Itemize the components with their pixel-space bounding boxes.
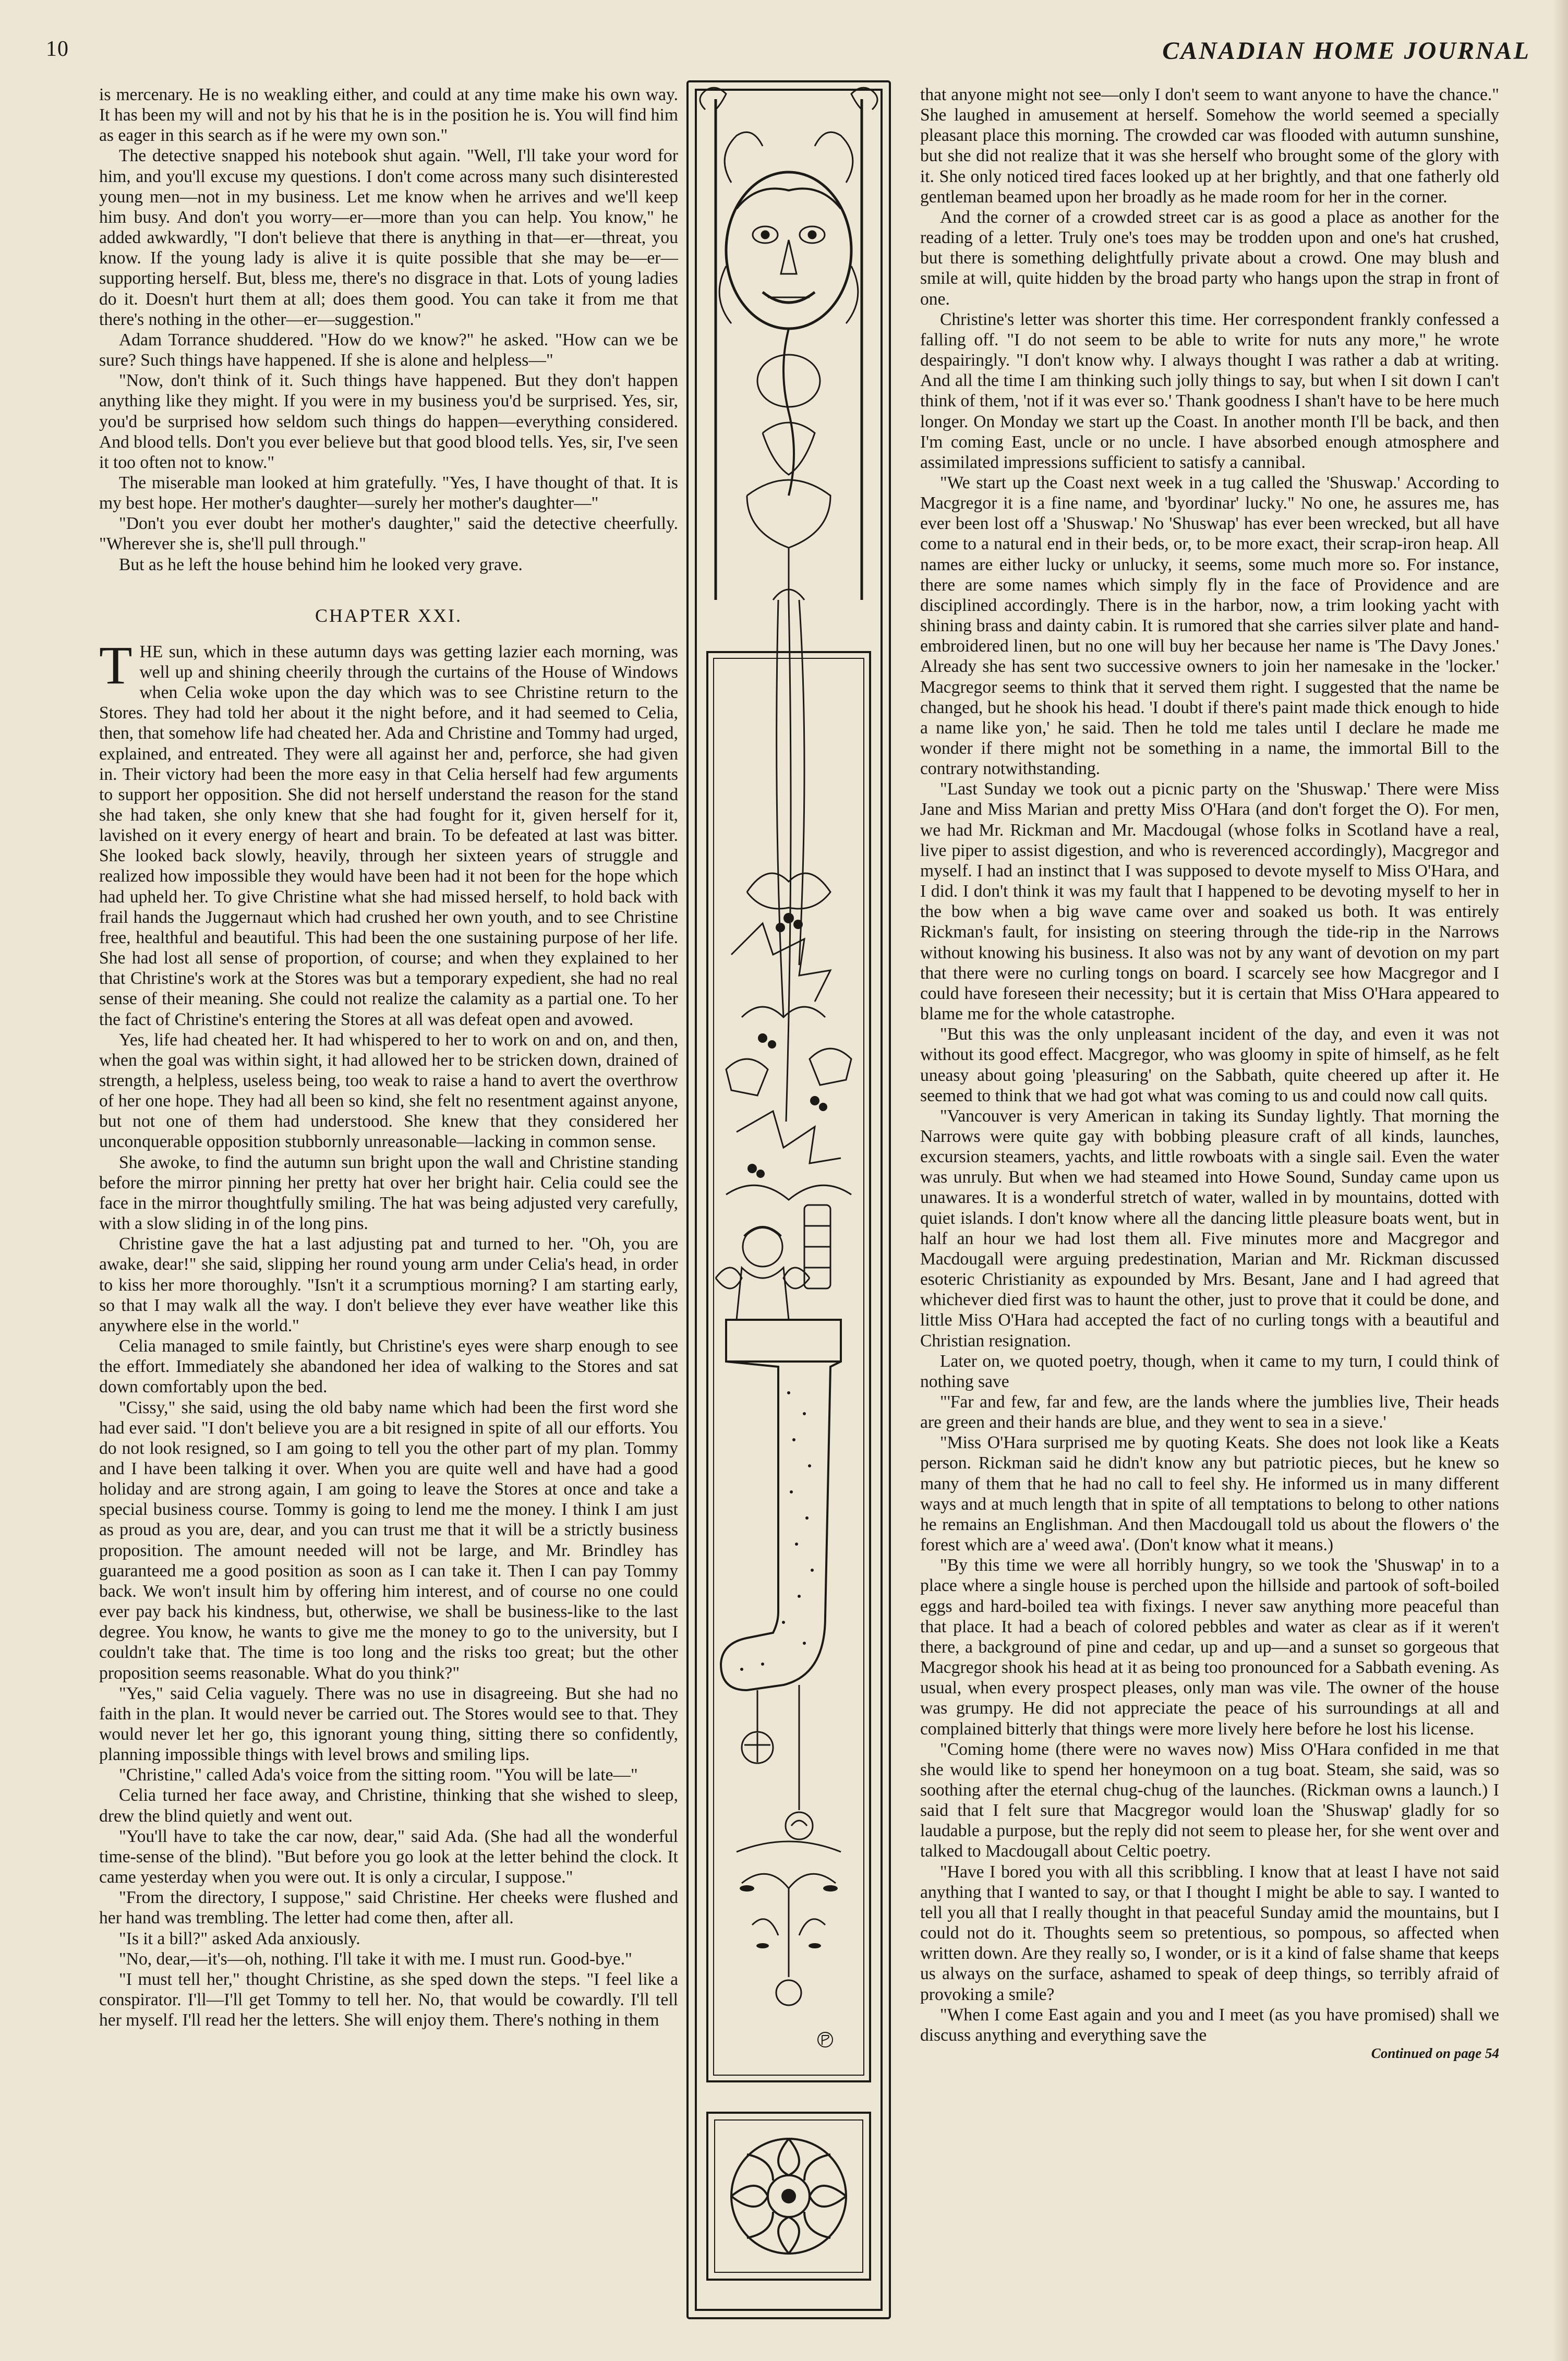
paragraph: "Coming home (there were no waves now) Miss O'Hara confided in me that she would like to spend her honeymoon on a tug boat. Steam, she said, was so soothing after the eternal chug-chug of the launches. (Rickman owns a launch.) I said that I felt sure that Macgregor would loan the 'Shuswap' gladly for so laudable a purpose, but the reply did not seem to please her, for she went over and talked to Macdougall about Celtic poetry. (920, 1739, 1499, 1861)
paragraph: "Yes," said Celia vaguely. There was no use in disagreeing. But she had no faith in the plan. It would never be carried out. The Stores would see to that. They would never let her go, this ignorant young thing, sitting there so confidently, planning impossible things with level brows and smiling lips. (99, 1683, 678, 1765)
verse-quotation: "'Far and few, far and few, are the lands where the jumblies live, Their heads are green and their hands are blue, and they went to sea in a sieve.' (920, 1392, 1499, 1432)
page-number: 10 (46, 37, 69, 61)
opening-paragraph-text: HE sun, which in these autumn days was getting lazier each morning, was well up and shining cheerily through the curtains of the House of Windows when Celia woke upon the day which was to see Christine return to the Stores. They had told her about it the night before, and it had seemed to Celia, then, that somehow life had cheated her. Ada and Christine and Tommy had urged, explained, and entreated. They were all against her and, perforce, she had given in. Their victory had been the more easy in that Celia herself had few arguments to support her opposition. She did not herself understand the reason for the stand she had taken, she only knew that she had fought for it, given herself for it, lavished on it every energy of heart and brain. To be defeated at last was bitter. She looked back slowly, heavily, through her sixteen years of struggle and realized how impossible they would have been had it not been for the hope which had upheld her. To give Christine what she had missed herself, to hold back with frail hands the Juggernaut which had crushed her own youth, and to see Christine free, healthful and beautiful. This had been the one sustaining purpose of her life. She had lost all sense of proportion, of course; and when they explained to her that Christine's work at the Stores was but a temporary expedient, she had no real sense of their meaning. She could not realize the calamity as a partial one. To her the fact of Christine's entering the Stores at all was defeat open and avowed. (99, 642, 678, 1029)
paragraph: Celia turned her face away, and Christine, thinking that she wished to sleep, drew the blind quietly and went out. (99, 1786, 678, 1826)
paragraph: But as he left the house behind him he looked very grave. (119, 555, 523, 574)
paragraph: Christine's letter was shorter this time. Her correspondent frankly confessed a falling off. "I do not seem to be able to write for nuts any more," he wrote despairingly. "I don't know why. I always thought I was rather a dab at writing. And all the time I am thinking such jolly things to say, but when I sit down I can't think of them, 'not if it was ever so.' Thank goodness I shan't have to be here much longer. On Monday we start up the Coast. In another month I'll be back, and then I'm coming East, uncle or no uncle. I have absorbed enough atmosphere and assimilated impressions sufficient to satisfy a cannibal. (920, 309, 1499, 472)
paragraph: "No, dear,—it's—oh, nothing. I'll take it with me. I must run. Good-bye." (119, 1949, 632, 1969)
paragraph: "Last Sunday we took out a picnic party on the 'Shuswap.' There were Miss Jane and Miss Marian and pretty Miss O'Hara (and don't forget the O). For men, we had Mr. Rickman and Mr. Macdougal (whose folks in Scotland have a real, live piper to assist digestion, and who is reverenced accordingly), Macgregor and myself. I had an instinct that I was supposed to devote myself to Miss O'Hara, and I did. I don't think it was my fault that I happened to be devoting myself to her in the bow when a big wave came over and soaked us both. It was entirely Rickman's fault, for insisting on steering through the tide-rip in the Narrows without knowing his business. It also was not by any want of devotion on my part that there were no curling tongs on board. I scarcely see how Macgregor and I could have foreseen their necessity; but it is certain that Miss O'Hara appeared to blame me for the whole catastrophe. (920, 779, 1499, 1024)
paragraph: "Cissy," she said, using the old baby name which had been the first word she had ever said. "I don't believe you are a bit resigned in spite of all our efforts. You do not look resigned, so I am going to tell you the other part of my plan. Tommy and I have been talking it over. When you are quite well and have had a good holiday and are strong again, I am going to leave the Stores at once and take a special business course. Tommy is going to lend me the money. I think I am just as proud as you are, dear, and you can trust me that it will be a strictly business proposition. The amount needed will not be large, and Mr. Brindley has guaranteed me a good position as soon as I can take it. Then I can pay Tommy back. We won't insult him by offering him interest, and of course no one could ever pay back his kindness, but, otherwise, we shall be business-like to the last degree. You know, he wants to give me the money to go to the university, but I couldn't take that. The time is too long and the risks too great; but the other proposition seems reasonable. What do you think?" (99, 1398, 678, 1683)
paragraph: "Is it a bill?" asked Ada anxiously. (119, 1929, 360, 1948)
paragraph: "From the directory, I suppose," said Christine. Her cheeks were flushed and her hand was trembling. The letter had come then, after all. (99, 1888, 678, 1928)
continued-on-page-note: Continued on page 54 (1371, 2045, 1499, 2061)
paragraph: And the corner of a crowded street car is as good a place as another for the reading of a letter. Truly one's toes may be trodden upon and one's hat crushed, but there is something delightfully private about a crowd. One may blush and smile at will, quite hidden by the broad party who hangs upon the strap in front of one. (920, 207, 1499, 309)
paragraph: Celia managed to smile faintly, but Christine's eyes were sharp enough to see the effort. Immediately she abandoned her idea of walking to the Stores and sat down comfortably upon the bed. (99, 1336, 678, 1397)
hanging-ornaments (737, 1685, 841, 2005)
paragraph: is mercenary. He is no weakling either, and could at any time make his own way. It has been my will and not by his that he is in the position he is. You will find him as eager in this search as if he were my own son." (99, 85, 678, 146)
paragraph: "Miss O'Hara surprised me by quoting Keats. She does not look like a Keats person. Rickman said he didn't know any but patriotic pieces, but he knew so many of them that he had no call to feel shy. He informed us in many different ways and at much length that in spite of all temptations to belong to other nations he remains an Englishman. And then Macdougall told us about the flowers o' the forest which are a' weed awa'. (Don't know what it means.) (920, 1433, 1499, 1555)
journal-running-head: CANADIAN HOME JOURNAL (1162, 37, 1530, 65)
chapter-heading: CHAPTER XXI. (315, 605, 462, 626)
paragraph: "We start up the Coast next week in a tug called the 'Shuswap.' According to Macgregor it is a fine name, and 'byordinar' lucky." No one, he assures me, has ever been lost off a 'Shuswap.' No 'Shuswap' has ever been wrecked, but all have come to a natural end in their beds, or, to be more exact, their scrap-iron heap. All names are either lucky or unlucky, it seems, some much more so. For instance, there are some names which simply fly in the face of Providence and are disciplined accordingly. There is in the harbor, now, a trim looking yacht with shining brass and dainty cabin. It is rumored that she carries silver plate and hand-embroidered linen, but no one will buy her because her name is 'The Davy Jones.' Already she has sent two successive owners to join her namesake in the 'locker.' Macgregor seems to think that it served them right. I suggested that the name be changed, but he shook his head. 'I doubt if there's paint made thick enough to hide a name like yon,' he said. Then he told me tales until I declare he made me wonder if there might not be something in a name, the immortal Bill to the contrary notwithstanding. (920, 473, 1499, 779)
paragraph: She awoke, to find the autumn sun bright upon the wall and Christine standing before the mirror pinning her pretty hat over her bright hair. Celia could see the face in the mirror thoughtfully smiling. The hat was being adjusted very carefully, with a slow sliding in of the long pins. (99, 1152, 678, 1234)
paragraph: Later on, we quoted poetry, though, when it came to my turn, I could think of nothing save (920, 1351, 1499, 1391)
artist-monogram (818, 2032, 833, 2047)
grotesque-mask-panel (700, 88, 877, 600)
paragraph: "I must tell her," thought Christine, as she sped down the steps. "I feel like a conspirator. I'll—I'll get Tommy to tell her. No, that would be cowardly. I'll tell her myself. I'll read her the letters. She will enjoy them. There's nothing in them (99, 1969, 678, 2030)
paragraph: "Now, don't think of it. Such things have happened. But they don't happen anything like they might. If you were in my business you'd be surprised. Yes, sir, you'd be surprised how seldom such things do happen—everything considered. And blood tells. Don't you ever believe but that good blood tells. Yes, sir, I've seen it too often not to know." (99, 371, 678, 472)
page-edge-shadow (1553, 0, 1568, 2361)
drop-cap-letter: T (99, 635, 132, 695)
paragraph: "Vancouver is very American in taking its Sunday lightly. That morning the Narrows were quite gay with bobbing pleasure craft of all kinds, launches, excursion steamers, yachts, and little rowboats with a single sail. Even the water was unruly. But when we had steamed into Howe Sound, Sunday came upon us unawares. It is a wonderful stretch of water, walled in by mountains, dotted with quiet islands. I don't know where all the dancing little pleasure boats went, but in half an hour we had lost them all. Five minutes more and Macgregor and Macdougall were arguing predestination, Marian and Mr. Rickman discussed esoteric Christianity as expounded by Mrs. Besant, Jane and I had agreed that whichever died first was to haunt the other, just to prove that it could be done, and little Miss O'Hara had accepted the fact of no curling tongs with a beautiful and Christian resignation. (920, 1106, 1499, 1351)
paragraph: that anyone might not see—only I don't seem to want anyone to have the chance." She laughed in amusement at herself. Somehow the world seemed a specially pleasant place this morning. The crowded car was flooded with autumn sunshine, but she did not realize that it was she herself who brought some of the glory with it. She only noticed tired faces looked up at her brightly, and that one fatherly old gentleman beamed upon her broadly as he made room for her in the corner. (920, 85, 1499, 207)
paragraph: "Have I bored you with all this scribbling. I know that at least I have not said anything that I wanted to say, or that I thought I might be able to say. I wanted to tell you all that I really thought in that peaceful Sunday amid the mountains, but I could not do it. Thoughts seem so pretentious, so pompous, so affected when written down. Are they really so, I wonder, or is it a kind of false shame that keeps us always on the surface, ashamed to speak of deep things, so terribly afraid of provoking a smile? (920, 1862, 1499, 2004)
paragraph: Christine gave the hat a last adjusting pat and turned to her. "Oh, you are awake, dear!" she said, slipping her round young arm under Celia's head, in order to kiss her more thoroughly. "Isn't it a scrumptious morning? I am starting early, so that I may walk all the way. I don't believe they ever have weather like this anywhere else in the world." (99, 1234, 678, 1335)
paragraph: "When I come East again and you and I meet (as you have promised) shall we discuss anything and everything save the (920, 2005, 1499, 2045)
paragraph: "You'll have to take the car now, dear," said Ada. (She had all the wonderful time-sense of the blind). "But before you go look at the letter behind the clock. It came yesterday when you were out. It is only a circular, I suppose." (99, 1826, 678, 1887)
right-text-column (920, 85, 1499, 2296)
paragraph: "Christine," called Ada's voice from the sitting room. "You will be late—" (119, 1765, 638, 1785)
left-text-column (99, 85, 678, 2322)
paragraph: "By this time we were all horribly hungry, so we took the 'Shuswap' in to a place where a single house is perched upon the hillside and partook of soft-boiled eggs and hard-boiled tea with fixings. I never saw anything more peaceful than that place. It had a beach of colored pebbles and water as clear as if it weren't there, a background of pine and cedar, up and up—and a sunset so gorgeous that Macgregor shook his head at it as being too pronounced for a Sabbath evening. As usual, when every prospect pleases, only man was vile. The owner of the house was grumpy. He did not appreciate the peace of his surroundings at all and complained bitterly that things were more lively here before he lost his license. (920, 1556, 1499, 1739)
decorative-column-illustration (684, 78, 893, 2321)
christmas-stocking-illustration (721, 1320, 841, 1690)
paragraph: Adam Torrance shuddered. "How do we know?" he asked. "How can we be sure? Such things have happened. If she is alone and helpless—" (99, 330, 678, 370)
paragraph: "But this was the only unpleasant incident of the day, and even it was not without its good effect. Macgregor, who was gloomy in spite of himself, as he felt uneasy about going 'pleasuring' on the Sabbath, quite cheered up after it. He seemed to think that we had got what was coming to us and could now call quits. (920, 1025, 1499, 1105)
paragraph: Yes, life had cheated her. It had whispered to her to work on and on, and then, when the goal was within sight, it had allowed her to be stricken down, drained of strength, a helpless, useless being, too weak to raise a hand to avert the overthrow of her one hope. They had all been so kind, she felt no resentment against anyone, but not one of them had understood. She knew that they considered her unconquerable opposition stubbornly unreasonable—lacking in common sense. (99, 1030, 678, 1152)
paragraph: The detective snapped his notebook shut again. "Well, I'll take your word for him, and you'll excuse my questions. I don't come across many such disinterested young men—not in my business. Let me know when he arrives and we'll keep him busy. And don't you worry—er—more than you can help. You know," he added awkwardly, "I don't believe that there is anything in that—er—threat, you know. If the young lady is alive it is quite possible that she may be—er—supporting herself. But, bless me, there's no disgrace in that. Lots of young ladies do it. Doesn't hurt them at all; does them good. You can take it from me that there's nothing in the other—er—suggestion." (99, 146, 678, 329)
paragraph: "Don't you ever doubt her mother's daughter," said the detective cheerfully. "Wherever she is, she'll pull through." (99, 514, 678, 554)
chapter-opening-paragraph (99, 635, 678, 1030)
cherub-doll-illustration (716, 1205, 830, 1320)
paragraph: The miserable man looked at him gratefully. "Yes, I have thought of that. It is my best hope. Her mother's daughter—surely her mother's daughter—" (99, 473, 678, 513)
